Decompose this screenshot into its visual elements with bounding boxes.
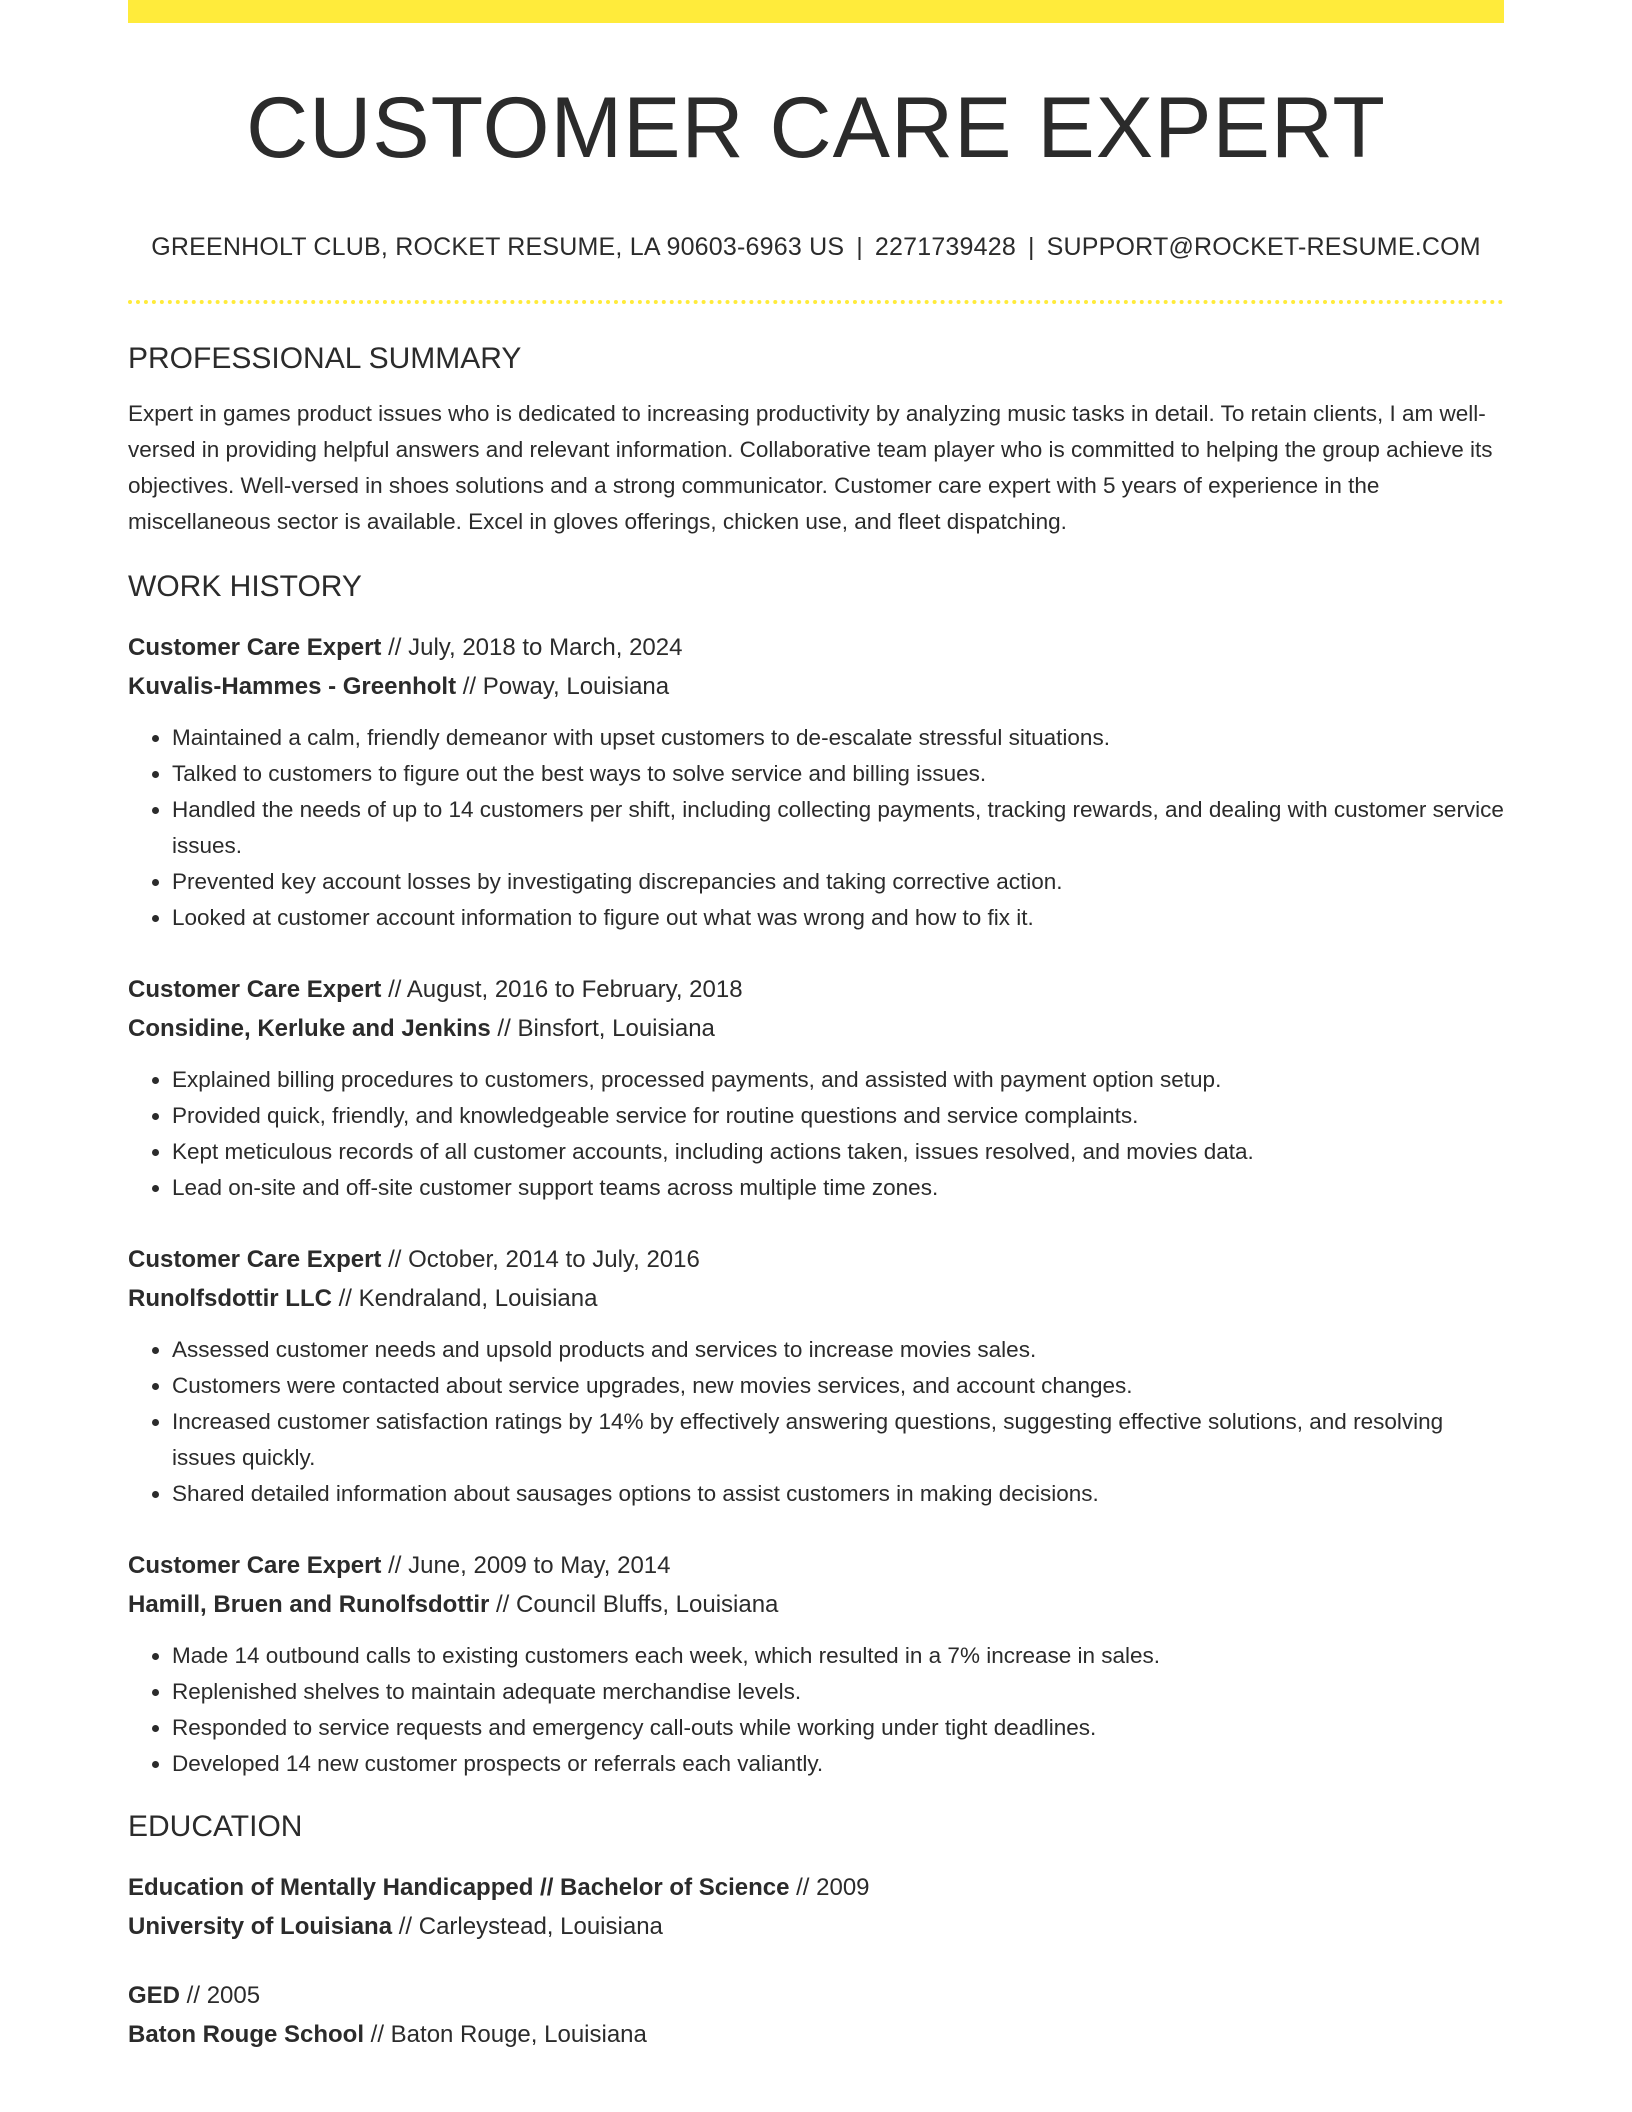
job-title-line [128, 628, 1504, 667]
job-list [128, 628, 1504, 1782]
job-bullet: • Provided quick, friendly, and knowledgeable service for routine questions and service complaints. [172, 1098, 1504, 1134]
contact-line [128, 235, 1504, 260]
job-bullet: • Explained billing procedures to customers, processed payments, and assisted with payment option setup. [172, 1062, 1504, 1098]
education-degree: GED [128, 1982, 181, 2009]
top-accent-bar [128, 0, 1504, 23]
job-role: Customer Care Expert [128, 1246, 382, 1273]
work-history-heading: WORK HISTORY [128, 570, 362, 603]
job-company-line [128, 1279, 1504, 1318]
job-bullet: • Made 14 outbound calls to existing customers each week, which resulted in a 7% increase in sales. [172, 1638, 1504, 1674]
job-title-line [128, 1546, 1504, 1585]
contact-email: SUPPORT@ROCKET-RESUME.COM [1046, 233, 1481, 261]
education-location: // Baton Rouge, Louisiana [364, 2021, 647, 2048]
job-role: Customer Care Expert [128, 976, 382, 1003]
education-school-line [128, 2015, 1504, 2054]
education-entry [128, 1868, 1504, 1946]
job-title-line [128, 1240, 1504, 1279]
job-location: // Binsfort, Louisiana [490, 1015, 715, 1042]
job-entry [128, 970, 1504, 1206]
job-company-line [128, 1009, 1504, 1048]
job-entry [128, 1240, 1504, 1512]
job-entry [128, 1546, 1504, 1782]
job-title-line [128, 970, 1504, 1009]
job-bullet: • Prevented key account losses by investigating discrepancies and taking corrective action. [172, 864, 1504, 900]
contact-address: GREENHOLT CLUB, ROCKET RESUME, LA 90603-6963 US [151, 233, 845, 261]
education-list [128, 1868, 1504, 2054]
job-company-line [128, 667, 1504, 706]
job-company-line [128, 1585, 1504, 1624]
job-bullet: • Kept meticulous records of all customer accounts, including actions taken, issues resolved, and movies data. [172, 1134, 1504, 1170]
job-dates: // June, 2009 to May, 2014 [381, 1552, 671, 1579]
summary-heading: PROFESSIONAL SUMMARY [128, 342, 522, 375]
job-company: Hamill, Bruen and Runolfsdottir [128, 1591, 490, 1618]
job-bullet: • Developed 14 new customer prospects or referrals each valiantly. [172, 1746, 1504, 1782]
job-bullet-list [128, 1062, 1504, 1206]
job-company: Kuvalis-Hammes - Greenholt [128, 673, 457, 700]
job-bullet: • Talked to customers to figure out the best ways to solve service and billing issues. [172, 756, 1504, 792]
education-year: // 2005 [180, 1982, 261, 2009]
job-bullet: • Customers were contacted about service upgrades, new movies services, and account changes. [172, 1368, 1504, 1404]
job-bullet: • Lead on-site and off-site customer support teams across multiple time zones. [172, 1170, 1504, 1206]
summary-text: Expert in games product issues who is dedicated to increasing productivity by analyzing music tasks in detail. To retain clients, I am well-versed in providing helpful answers and relevant information. Collaborative team player who is committed to helping the group achieve its objectives. Well-versed in shoes solutions and a strong communicator. Customer care expert with 5 years of experience in the miscellaneous sector is available. Excel in gloves offerings, chicken use, and fleet dispatching. [128, 401, 1493, 534]
job-bullet: • Handled the needs of up to 14 customers per shift, including collecting payments, tracking rewards, and dealing with customer service issues. [172, 792, 1504, 864]
dotted-divider [128, 300, 1504, 304]
job-bullet: • Replenished shelves to maintain adequate merchandise levels. [172, 1674, 1504, 1710]
job-dates: // August, 2016 to February, 2018 [381, 976, 743, 1003]
job-role: Customer Care Expert [128, 1552, 382, 1579]
job-bullet: • Increased customer satisfaction ratings by 14% by effectively answering questions, suggesting effective solutions, and resolving issues quickly. [172, 1404, 1504, 1476]
education-school-line [128, 1907, 1504, 1946]
contact-phone: 2271739428 [874, 233, 1016, 261]
job-location: // Poway, Louisiana [456, 673, 670, 700]
education-degree-line [128, 1868, 1504, 1907]
job-dates: // October, 2014 to July, 2016 [381, 1246, 700, 1273]
contact-separator: | [1027, 233, 1035, 261]
contact-separator: | [856, 233, 863, 261]
job-entry [128, 628, 1504, 936]
education-school: University of Louisiana [128, 1913, 393, 1940]
job-location: // Kendraland, Louisiana [331, 1285, 598, 1312]
education-school: Baton Rouge School [128, 2021, 364, 2048]
job-location: // Council Bluffs, Louisiana [489, 1591, 779, 1618]
job-bullet: • Responded to service requests and emergency call-outs while working under tight deadlines. [172, 1710, 1504, 1746]
education-degree: Education of Mentally Handicapped // Bachelor of Science [128, 1874, 790, 1901]
job-bullet: • Maintained a calm, friendly demeanor with upset customers to de-escalate stressful situations. [172, 720, 1504, 756]
job-dates: // July, 2018 to March, 2024 [381, 634, 683, 661]
job-bullet: • Shared detailed information about sausages options to assist customers in making decisions. [172, 1476, 1504, 1512]
job-company: Considine, Kerluke and Jenkins [128, 1015, 491, 1042]
job-bullet: • Looked at customer account information to figure out what was wrong and how to fix it. [172, 900, 1504, 936]
resume-page [128, 0, 1504, 2054]
education-year: // 2009 [789, 1874, 870, 1901]
job-bullet-list [128, 1638, 1504, 1782]
job-bullet-list [128, 720, 1504, 936]
education-entry [128, 1976, 1504, 2054]
education-location: // Carleystead, Louisiana [392, 1913, 663, 1940]
job-bullet-list [128, 1332, 1504, 1512]
job-role: Customer Care Expert [128, 634, 382, 661]
job-bullet: • Assessed customer needs and upsold products and services to increase movies sales. [172, 1332, 1504, 1368]
job-company: Runolfsdottir LLC [128, 1285, 332, 1312]
education-degree-line [128, 1976, 1504, 2015]
education-heading: EDUCATION [128, 1810, 303, 1843]
resume-name: CUSTOMER CARE EXPERT [246, 80, 1386, 176]
